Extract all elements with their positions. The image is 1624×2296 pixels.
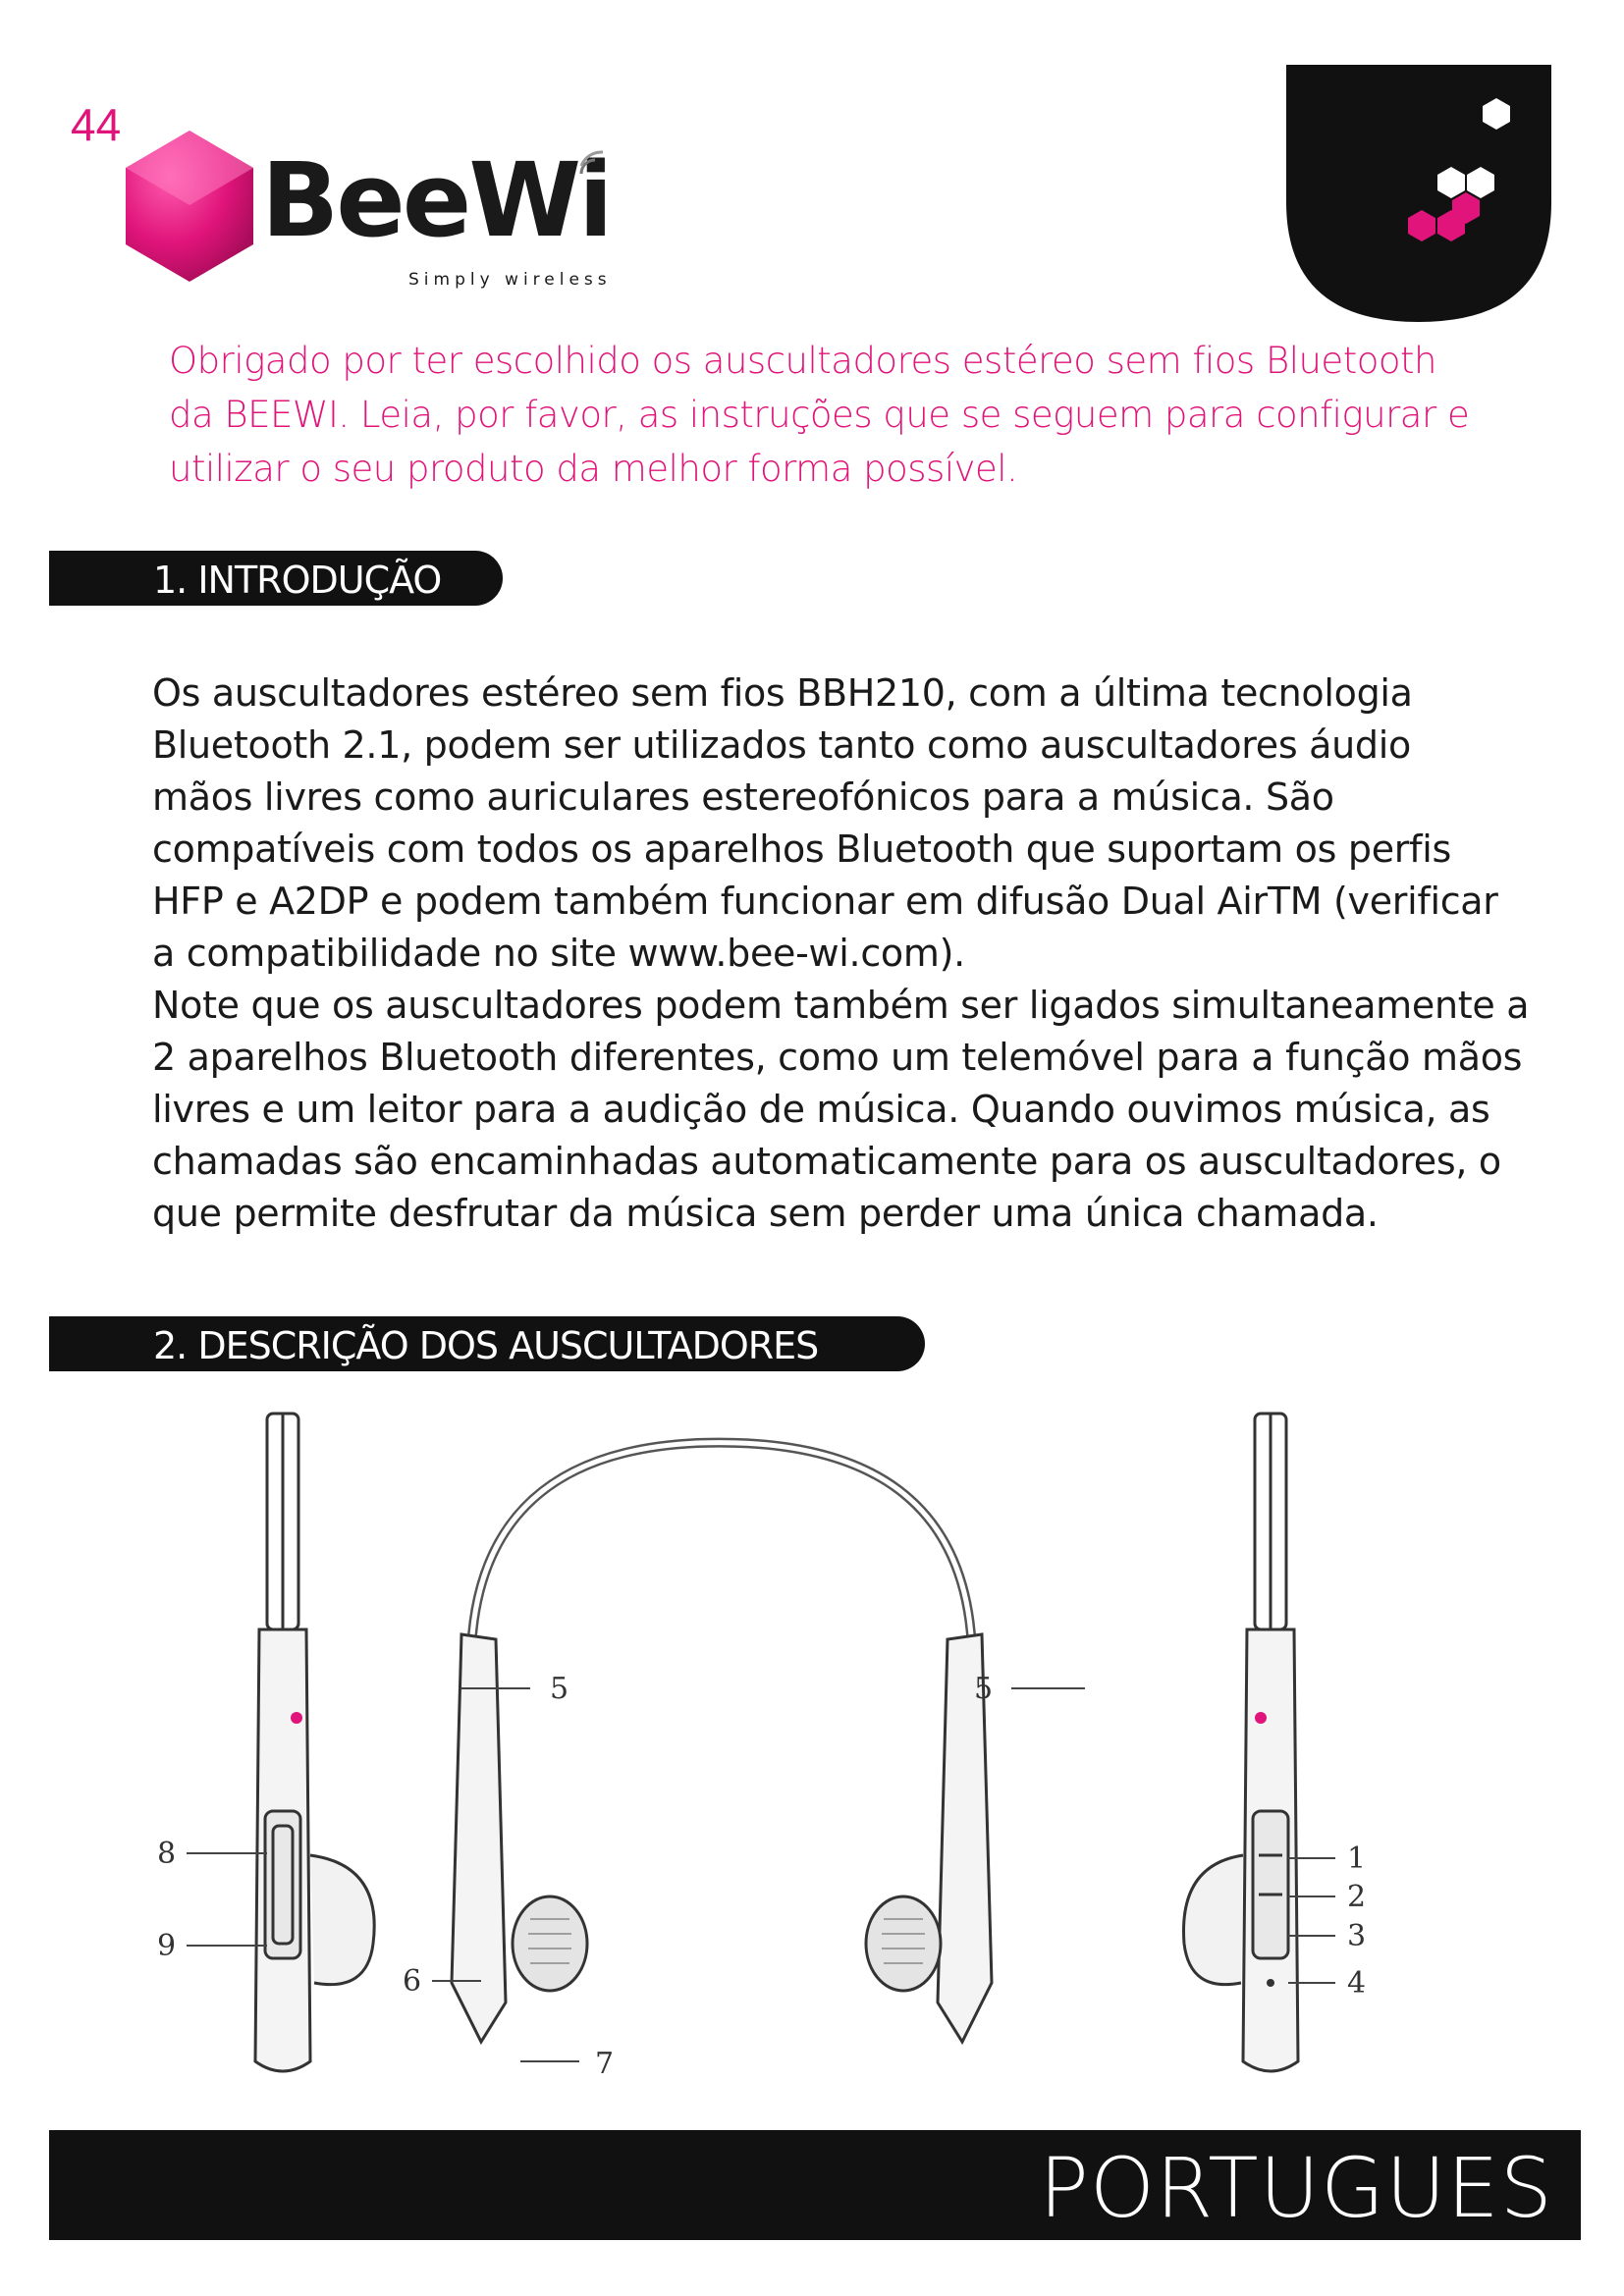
callout-5-left: 5 (550, 1672, 569, 1706)
intro-paragraph (169, 334, 1593, 496)
callout-1: 1 (1347, 1842, 1367, 1876)
callout-6: 6 (403, 1964, 422, 1999)
body-line: HFP e A2DP e podem também funcionar em difusão Dual AirTM (verificar (152, 880, 1498, 923)
callout-8: 8 (157, 1837, 177, 1871)
hexagon-logo-icon (116, 123, 263, 299)
footer-language-bar (49, 2130, 1581, 2240)
body-line: 2 aparelhos Bluetooth diferentes, como um telemóvel para a função mãos (152, 1036, 1523, 1079)
body-line: que permite desfrutar da música sem perder uma única chamada. (152, 1192, 1379, 1235)
section-header-descricao (49, 1316, 925, 1371)
body-line: mãos livres como auriculares estereofónicos para a música. São (152, 775, 1334, 819)
footer-language-label: PORTUGUES (1039, 2140, 1553, 2236)
callout-3: 3 (1347, 1919, 1367, 1953)
intro-line: Obrigado por ter escolhido os auscultadores estéreo sem fios Bluetooth (169, 340, 1436, 382)
left-side-view (255, 1414, 374, 2071)
callout-lines (187, 1688, 1335, 2061)
body-line: livres e um leitor para a audição de música. Quando ouvimos música, as (152, 1088, 1490, 1131)
section-header-introducao (49, 551, 503, 606)
body-line: Os auscultadores estéreo sem fios BBH210, com a última tecnologia (152, 671, 1413, 715)
intro-line: da BEEWI. Leia, por favor, as instruções que se seguem para configurar e (169, 394, 1470, 436)
headphone-diagram (157, 1394, 1453, 2101)
callout-5-right: 5 (974, 1672, 994, 1706)
right-side-view (1184, 1414, 1299, 2071)
callout-2: 2 (1347, 1880, 1367, 1914)
body-line: chamadas são encaminhadas automaticamente para os auscultadores, o (152, 1140, 1501, 1183)
section-title: 1. INTRODUÇÃO (153, 559, 442, 602)
body-line: Note que os auscultadores podem também ser ligados simultaneamente a (152, 984, 1530, 1027)
logo-tagline: Simply wireless (408, 270, 612, 290)
logo-wordmark: BeeWi (261, 140, 611, 260)
body-line: a compatibilidade no site www.bee-wi.com). (152, 932, 965, 975)
front-view (452, 1443, 992, 2042)
body-line: compatíveis com todos os aparelhos Bluetooth que suportam os perfis (152, 828, 1451, 871)
page-number: 44 (71, 99, 122, 150)
section-title: 2. DESCRIÇÃO DOS AUSCULTADORES (153, 1324, 819, 1367)
corner-hexagon-badge (1286, 65, 1551, 322)
callout-7: 7 (595, 2047, 615, 2081)
callout-9: 9 (157, 1929, 177, 1963)
wireless-signal-icon (577, 144, 617, 184)
callout-4: 4 (1347, 1966, 1367, 2001)
beewi-logo (116, 123, 626, 309)
intro-line: utilizar o seu produto da melhor forma possível. (169, 448, 1018, 490)
section1-body (152, 667, 1566, 1240)
body-line: Bluetooth 2.1, podem ser utilizados tanto como auscultadores áudio (152, 723, 1411, 767)
